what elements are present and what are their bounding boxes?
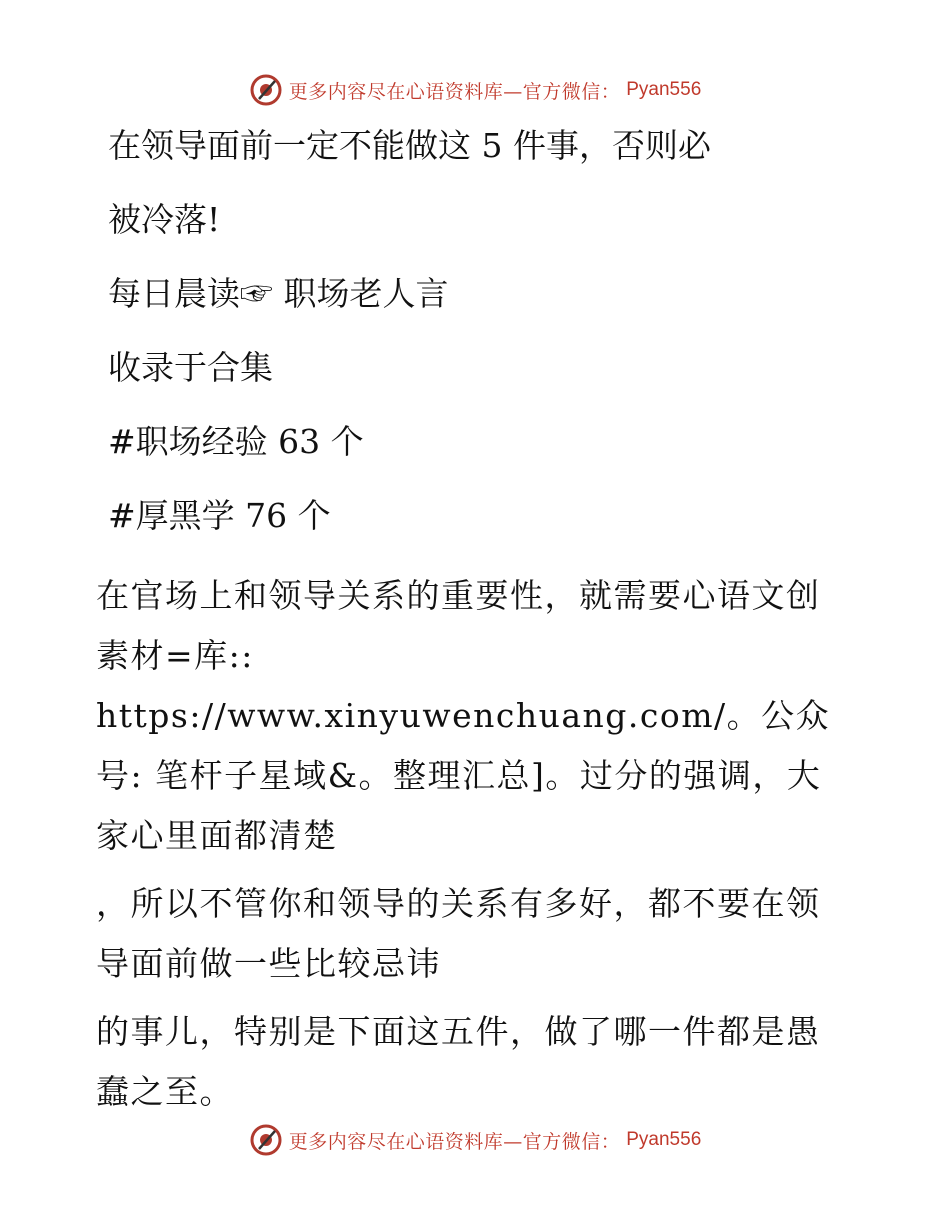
header-banner bbox=[0, 70, 950, 110]
collection-label: 收录于合集 bbox=[108, 348, 273, 387]
title-line-1: 在领导面前一定不能做这 5 件事，否则必 bbox=[108, 126, 711, 165]
footer-banner bbox=[0, 1120, 950, 1160]
brand-logo-icon bbox=[249, 1123, 283, 1157]
column-label: 每日晨读☞ 职场老人言 bbox=[108, 274, 449, 313]
tag-thick-black: #厚黑学 76 个 bbox=[108, 496, 331, 535]
tag-workplace-experience: #职场经验 63 个 bbox=[108, 422, 364, 461]
banner-wechat-id: Pyan556 bbox=[626, 79, 702, 100]
paragraph-1: 在官场上和领导关系的重要性，就需要心语文创素材=库:: https://www.xinyuwenchuang.com/。公众号: 笔杆子星域&。整理汇总]。过分的强调，大家心里面都清楚 bbox=[96, 576, 831, 855]
paragraph-3: 的事儿，特别是下面这五件，做了哪一件都是愚蠢之至。 bbox=[96, 1012, 821, 1111]
document-body bbox=[96, 122, 836, 1122]
title-line-2: 被冷落! bbox=[108, 200, 221, 239]
banner-text: 更多内容尽在心语资料库—官方微信： bbox=[288, 1130, 621, 1153]
banner-text: 更多内容尽在心语资料库—官方微信： bbox=[288, 80, 621, 103]
paragraph-2: ，所以不管你和领导的关系有多好，都不要在领导面前做一些比较忌讳 bbox=[96, 884, 821, 983]
brand-logo-icon bbox=[249, 73, 283, 107]
banner-wechat-id: Pyan556 bbox=[626, 1129, 702, 1150]
